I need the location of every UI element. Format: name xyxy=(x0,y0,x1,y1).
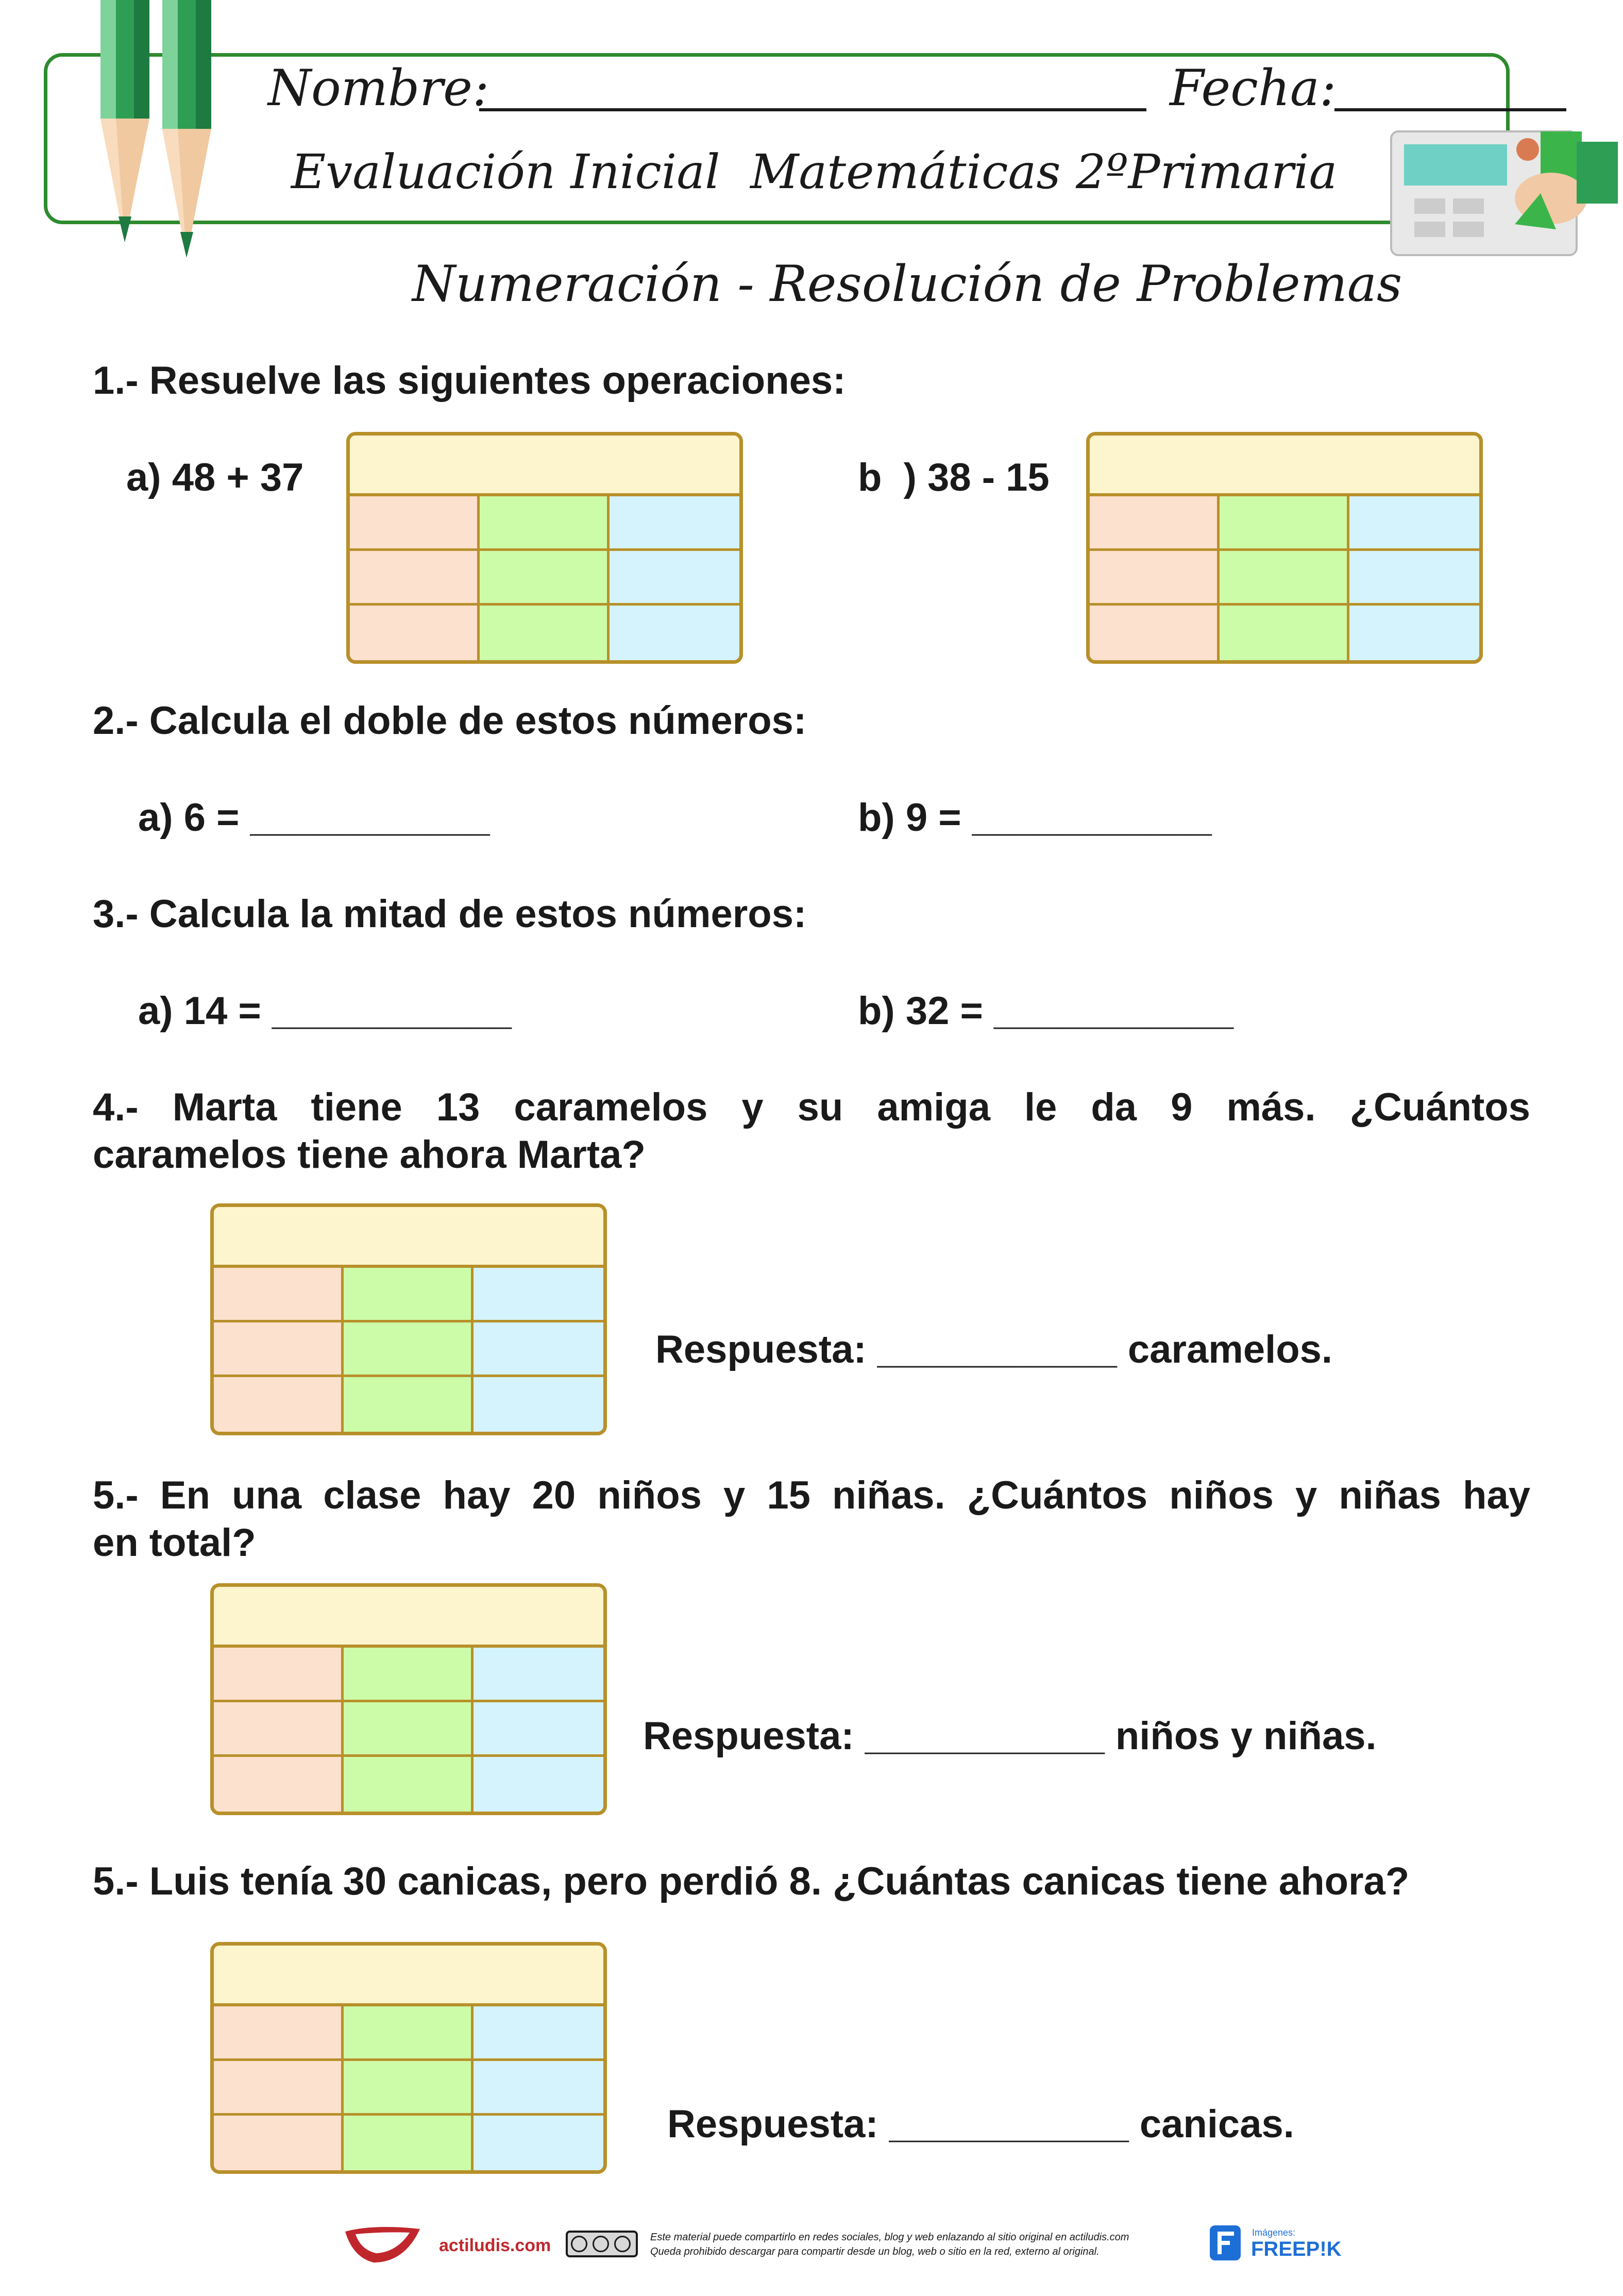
question-3a[interactable]: a) 14 = ___________ xyxy=(138,989,512,1033)
question-1a-operation: a) 48 + 37 xyxy=(126,456,304,499)
question-1b-answer-box[interactable] xyxy=(1086,432,1483,664)
question-5-line-1: 5.- En una clase hay 20 niños y 15 niñas. ¿Cuántos niños y niñas hay xyxy=(93,1473,1530,1517)
result-row[interactable] xyxy=(350,435,739,496)
question-2b[interactable]: b) 9 = ___________ xyxy=(858,796,1212,840)
footer-freepik[interactable]: FREEP!K xyxy=(1251,2238,1342,2260)
question-2-title: 2.- Calcula el doble de estos números: xyxy=(93,699,807,743)
question-4-line-1: 4.- Marta tiene 13 caramelos y su amiga le da 9 más. ¿Cuántos xyxy=(93,1085,1530,1129)
topic-title: Numeración - Resolución de Problemas xyxy=(412,255,1402,313)
footer-license-line-2: Queda prohibido descargar para compartir desde un blog, web o sitio en la red, externo al original. xyxy=(650,2246,1100,2257)
question-4-line-2: caramelos tiene ahora Marta? xyxy=(93,1133,646,1177)
question-1b-operation: b ) 38 - 15 xyxy=(858,456,1050,499)
question-5-answer-box[interactable] xyxy=(210,1583,607,1815)
question-6-answer[interactable]: Respuesta: ___________ canicas. xyxy=(667,2102,1294,2146)
question-3-title: 3.- Calcula la mitad de estos números: xyxy=(93,892,807,936)
question-5-answer[interactable]: Respuesta: ___________ niños y niñas. xyxy=(643,1714,1377,1758)
date-line[interactable] xyxy=(1334,108,1566,111)
result-row[interactable] xyxy=(1090,435,1479,496)
name-label: Nombre: xyxy=(268,59,489,117)
calculator-icon xyxy=(1386,121,1623,265)
question-1a-answer-box[interactable] xyxy=(346,432,743,664)
footer-license-line-1: Este material puede compartirlo en redes sociales, blog y web enlazando al sitio original en actiludis.com xyxy=(650,2232,1129,2243)
cc-license-icon xyxy=(566,2231,638,2257)
question-4-answer[interactable]: Respuesta: ___________ caramelos. xyxy=(655,1328,1333,1371)
question-6-answer-box[interactable] xyxy=(210,1942,607,2174)
actiludis-logo-icon xyxy=(343,2221,425,2268)
question-6-title: 5.- Luis tenía 30 canicas, pero perdió 8. ¿Cuántas canicas tiene ahora? xyxy=(93,1859,1410,1903)
date-label: Fecha: xyxy=(1170,59,1337,117)
result-row[interactable] xyxy=(214,1587,603,1648)
name-line[interactable] xyxy=(479,108,1146,111)
question-4-answer-box[interactable] xyxy=(210,1203,607,1435)
footer-images-label: Imágenes: xyxy=(1252,2227,1296,2238)
result-row[interactable] xyxy=(214,1946,603,2006)
subtitle: Evaluación Inicial Matemáticas 2ºPrimaria xyxy=(291,144,1338,199)
footer-site[interactable]: actiludis.com xyxy=(439,2236,551,2255)
question-1-title: 1.- Resuelve las siguientes operaciones: xyxy=(93,359,846,403)
question-5-line-2: en total? xyxy=(93,1521,256,1565)
result-row[interactable] xyxy=(214,1207,603,1268)
pencils-icon xyxy=(90,0,245,278)
question-2a[interactable]: a) 6 = ___________ xyxy=(138,796,490,840)
question-3b[interactable]: b) 32 = ___________ xyxy=(858,989,1233,1033)
freepik-logo-icon xyxy=(1210,2225,1241,2260)
